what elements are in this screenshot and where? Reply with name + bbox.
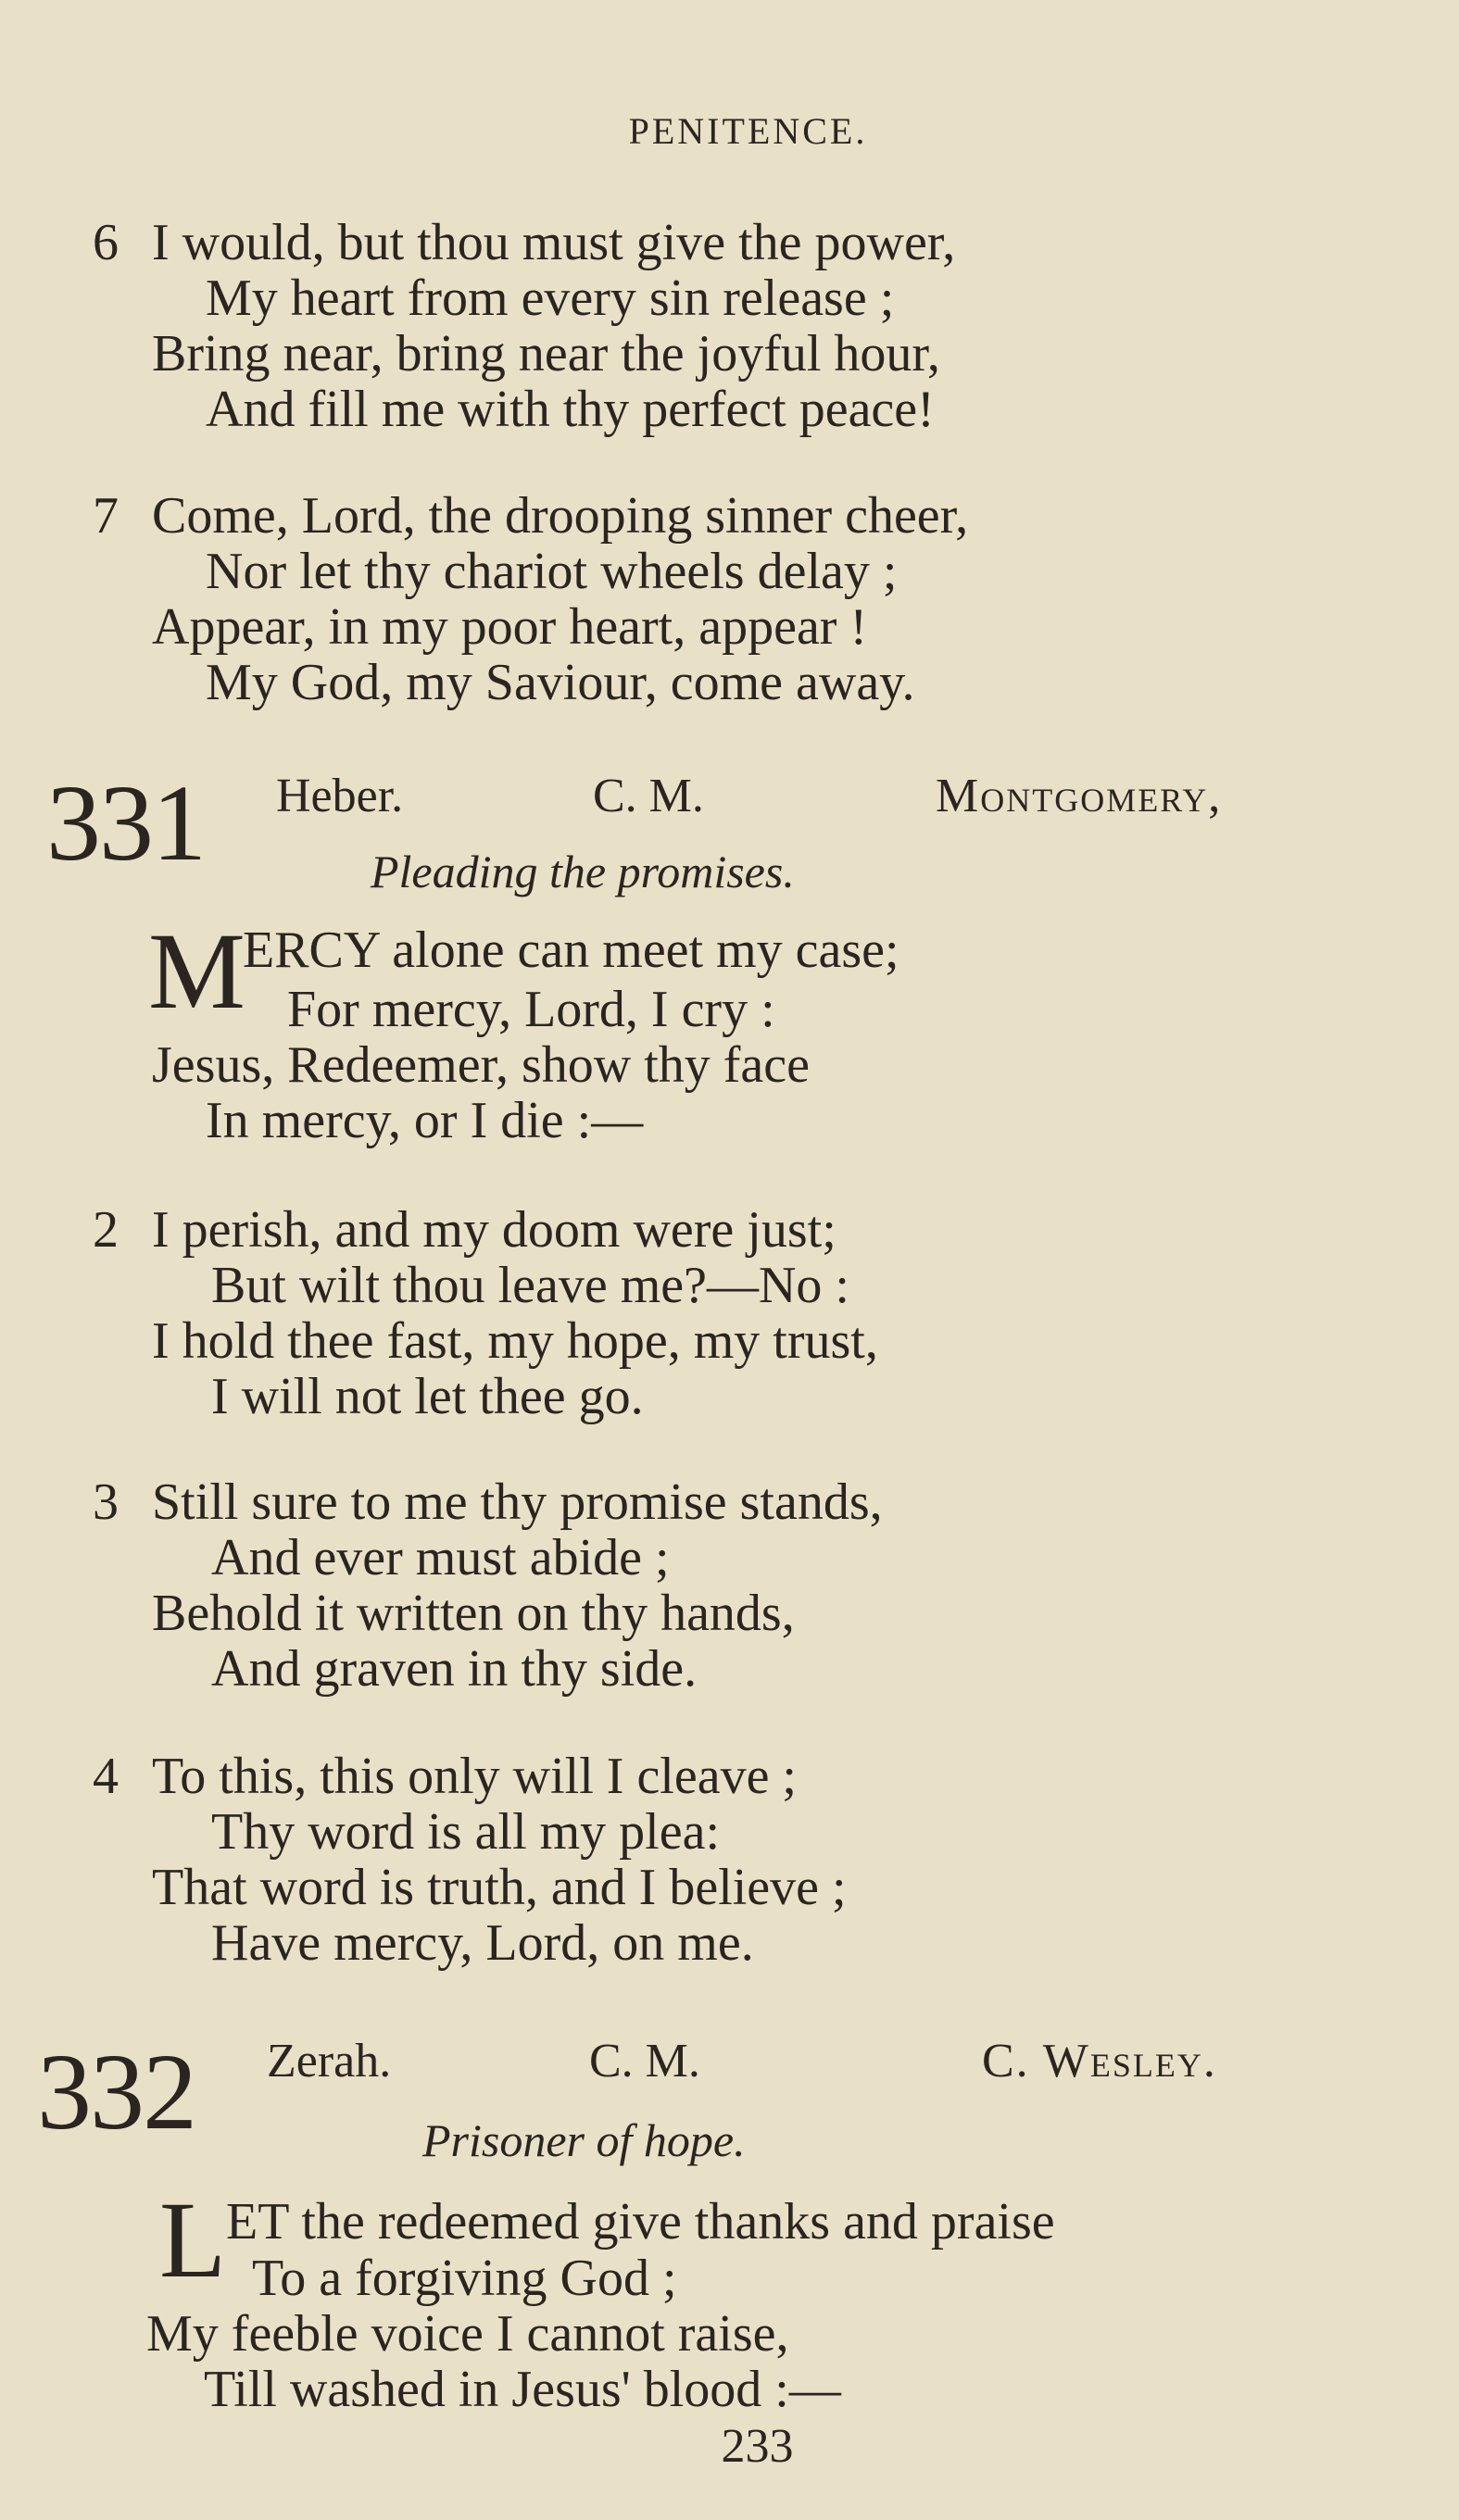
stanza-line: Bring near, bring near the joyful hour, [152, 325, 940, 382]
stanza-3 [93, 1474, 883, 1697]
stanza-line: I hold thee fast, my hope, my trust, [152, 1312, 878, 1370]
meter: C. M. [593, 770, 704, 822]
stanza-line: That word is truth, and I believe ; [152, 1859, 847, 1916]
author: C. Wesley. [982, 2035, 1217, 2087]
author: Montgomery, [936, 770, 1223, 822]
tune-name: Zerah. [267, 2035, 392, 2087]
stanza-line: To a forgiving God ; [252, 2250, 677, 2307]
stanza-line: My God, my Saviour, come away. [206, 654, 915, 711]
stanza-1 [93, 2250, 841, 2417]
stanza-line: Have mercy, Lord, on me. [211, 1914, 754, 1972]
hymn-number: 331 [46, 762, 205, 884]
verse-number: 4 [93, 1748, 119, 1805]
stanza-line: 3 Still sure to me thy promise stands, [93, 1473, 883, 1531]
stanza-line: 2 I perish, and my doom were just; [93, 1201, 836, 1259]
stanza-7 [93, 488, 968, 710]
stanza-2 [93, 1202, 878, 1424]
stanza-line: And ever must abide ; [211, 1529, 670, 1586]
stanza-line: I will not let thee go. [211, 1368, 644, 1425]
first-line: ET the redeemed give thanks and praise [226, 2193, 1055, 2250]
verse-number: 7 [93, 487, 119, 545]
stanza-line: 7 Come, Lord, the drooping sinner cheer, [93, 487, 969, 545]
stanza-line: 6 I would, but thou must give the power, [93, 214, 956, 271]
drop-cap: L [159, 2179, 227, 2301]
stanza-line: Behold it written on thy hands, [152, 1585, 795, 1642]
stanza-line: Jesus, Redeemer, show thy face [152, 1036, 810, 1094]
hymn-subtitle: Prisoner of hope. [422, 2114, 746, 2166]
stanza-line: In mercy, or I die :— [206, 1092, 644, 1149]
drop-cap: M [148, 910, 245, 1032]
stanza-1 [93, 982, 810, 1148]
first-line: ERCY alone can meet my case; [243, 921, 899, 979]
page-header: PENITENCE. [628, 110, 868, 152]
stanza-line: Appear, in my poor heart, appear ! [152, 598, 868, 656]
stanza-line: My feeble voice I cannot raise, [146, 2305, 789, 2363]
stanza-line: Till washed in Jesus' blood :— [204, 2361, 841, 2418]
hymn-number: 332 [37, 2031, 195, 2152]
stanza-4 [93, 1749, 847, 1971]
hymn-subtitle: Pleading the promises. [371, 846, 795, 897]
stanza-line: For mercy, Lord, I cry : [287, 981, 775, 1038]
stanza-line: Nor let thy chariot wheels delay ; [206, 543, 898, 600]
stanza-line: And fill me with thy perfect peace! [206, 381, 935, 438]
tune-name: Heber. [276, 770, 404, 822]
stanza-line: But wilt thou leave me?—No : [211, 1257, 849, 1314]
stanza-line: 4 To this, this only will I cleave ; [93, 1748, 797, 1805]
stanza-6 [93, 215, 955, 437]
verse-number: 2 [93, 1201, 119, 1259]
page-number: 233 [721, 2420, 794, 2473]
stanza-line: Thy word is all my plea: [211, 1803, 721, 1861]
verse-number: 6 [93, 214, 119, 271]
stanza-line: My heart from every sin release ; [206, 270, 895, 327]
meter: C. M. [589, 2035, 700, 2087]
stanza-line: And graven in thy side. [211, 1640, 698, 1698]
verse-number: 3 [93, 1473, 119, 1531]
